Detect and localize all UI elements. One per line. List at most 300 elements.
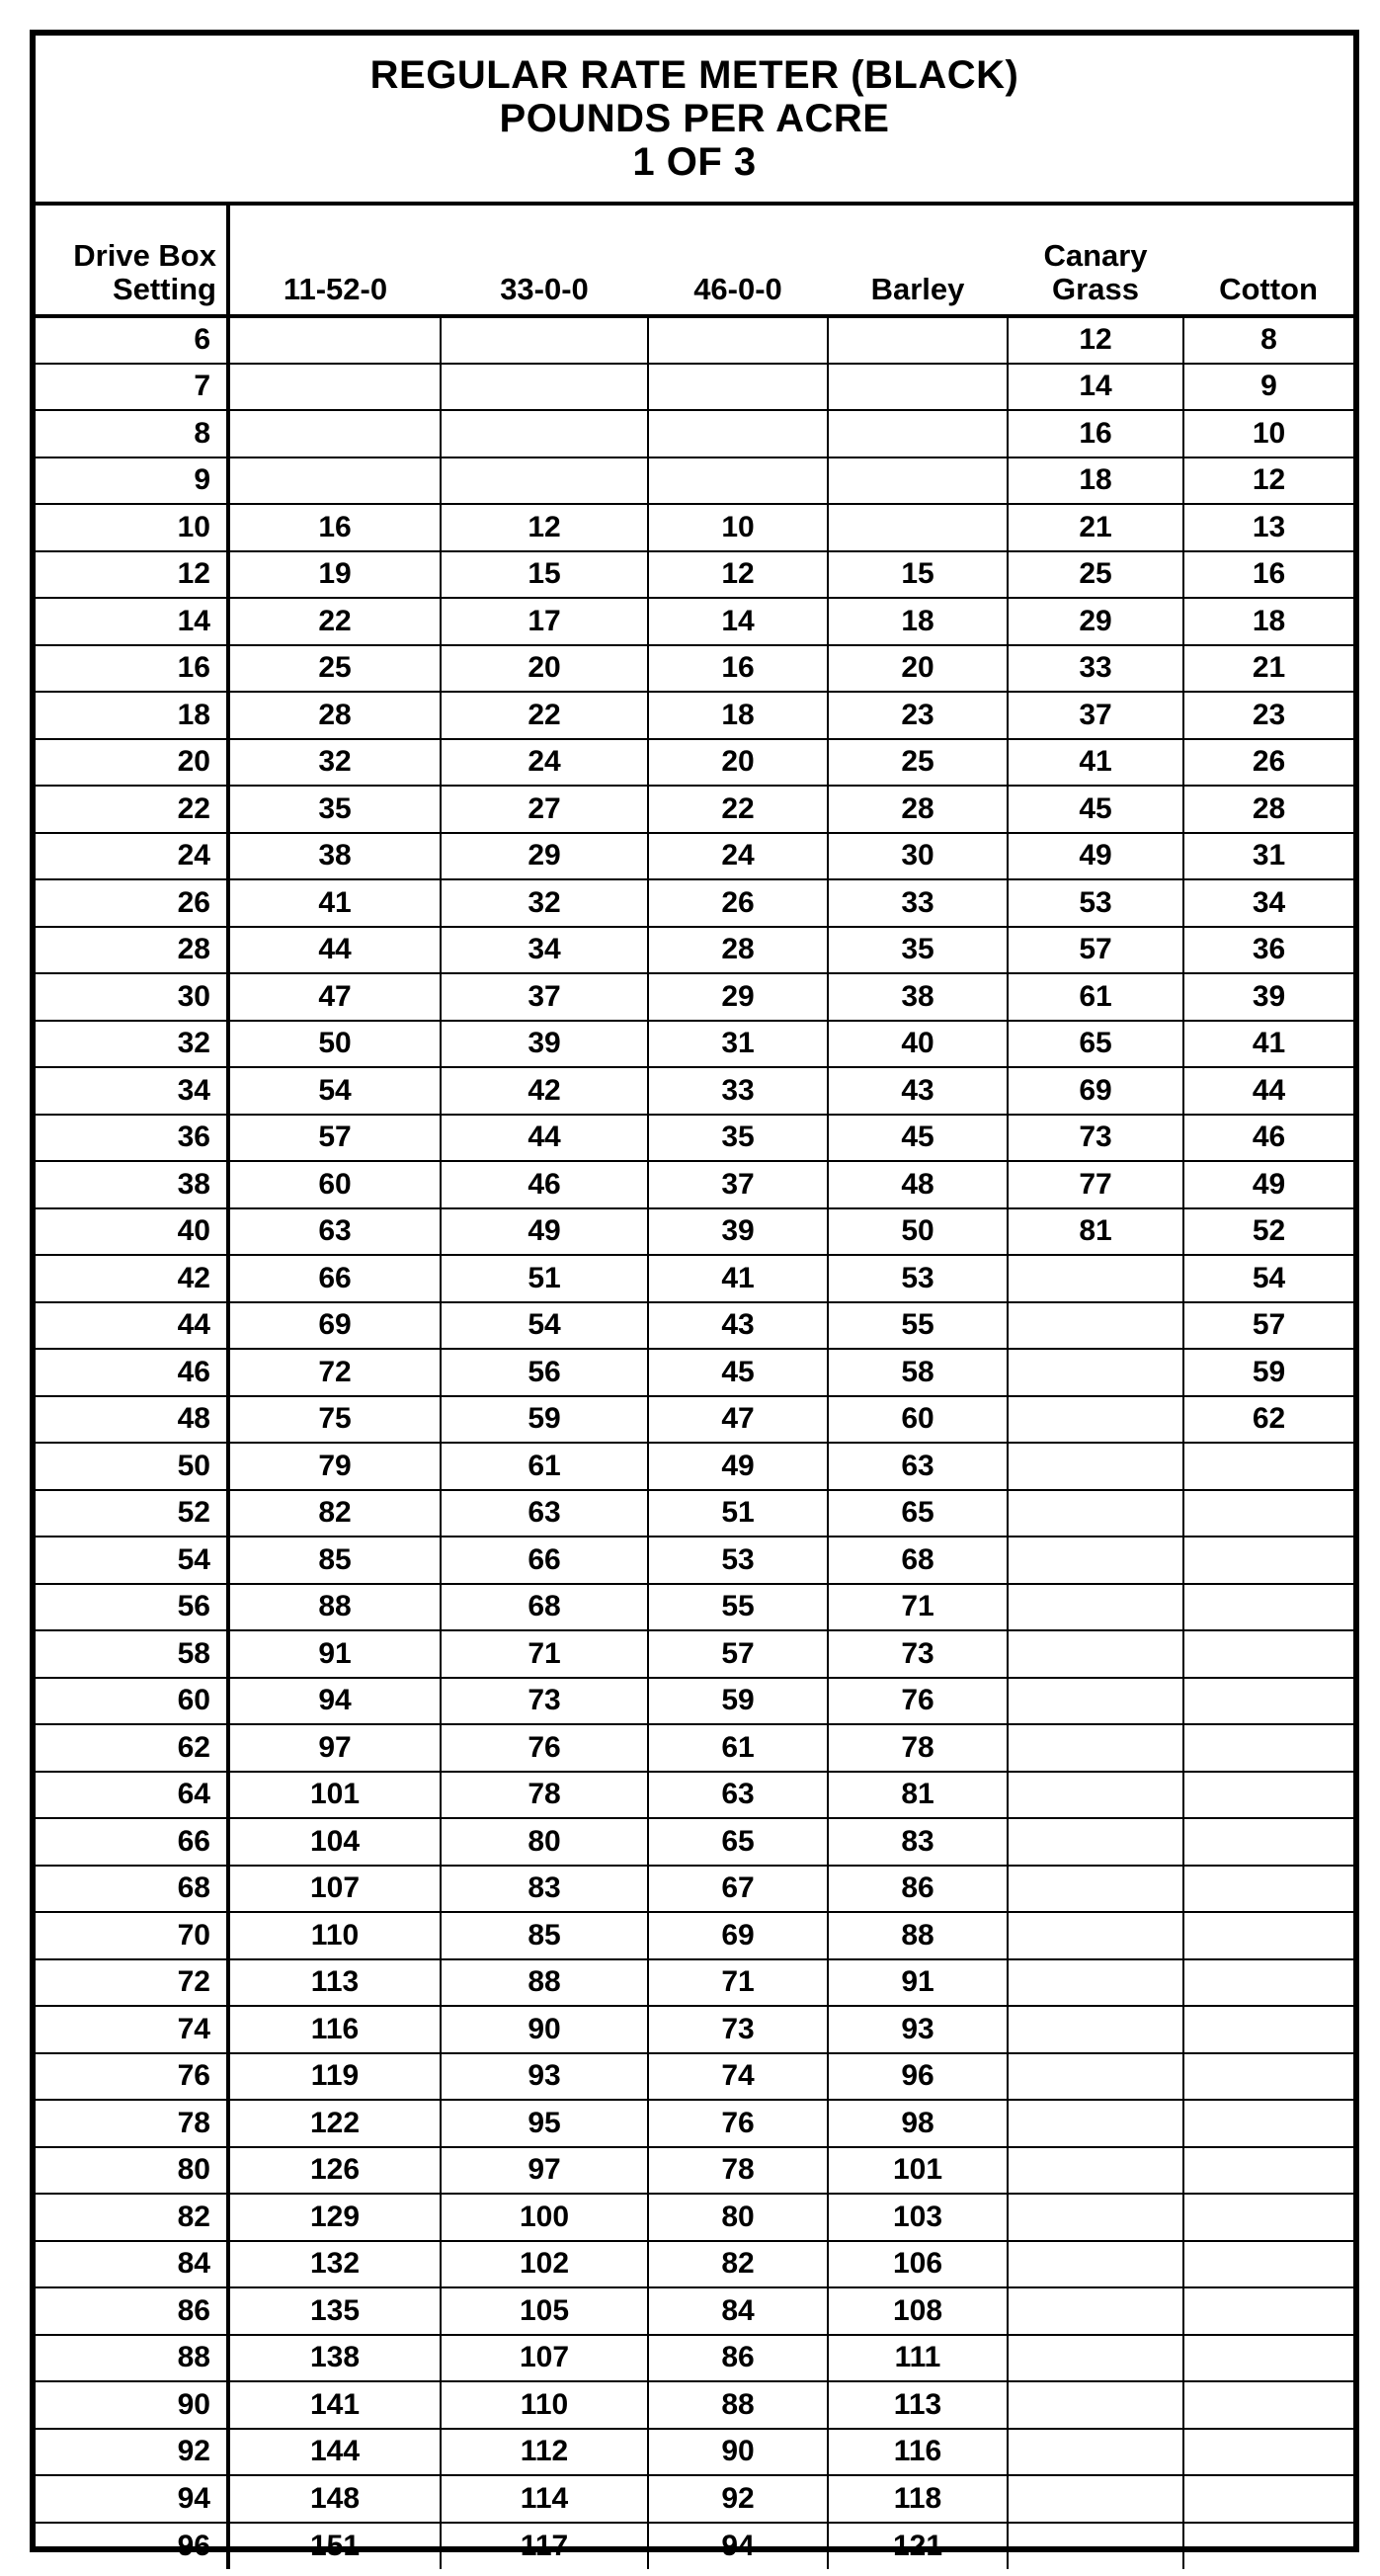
rate-cell: 12 xyxy=(1183,457,1353,505)
rate-cell: 25 xyxy=(828,739,1008,787)
rate-cell xyxy=(228,364,441,411)
rate-cell xyxy=(1008,2147,1183,2195)
rate-cell: 51 xyxy=(441,1255,648,1302)
rate-cell: 47 xyxy=(228,973,441,1021)
rate-cell: 144 xyxy=(228,2429,441,2476)
rate-cell xyxy=(441,457,648,505)
rate-cell: 28 xyxy=(228,692,441,739)
rate-cell: 38 xyxy=(828,973,1008,1021)
rate-cell: 63 xyxy=(441,1490,648,1537)
rate-cell: 49 xyxy=(648,1443,828,1490)
rate-cell: 93 xyxy=(441,2053,648,2101)
rate-cell: 59 xyxy=(1183,1349,1353,1396)
header-label-line: Canary xyxy=(1043,238,1148,273)
rate-cell: 18 xyxy=(648,692,828,739)
rate-cell: 33 xyxy=(1008,645,1183,693)
rate-cell xyxy=(441,364,648,411)
rate-cell: 67 xyxy=(648,1866,828,1913)
rate-cell xyxy=(1008,2381,1183,2429)
table-row xyxy=(36,1584,1353,1631)
rate-cell: 76 xyxy=(828,1678,1008,1725)
rate-cell: 71 xyxy=(441,1630,648,1678)
rate-cell xyxy=(1183,2287,1353,2335)
rate-cell: 31 xyxy=(648,1021,828,1068)
title-line-2: POUNDS PER ACRE xyxy=(499,97,890,140)
rate-cell: 18 xyxy=(828,598,1008,645)
rate-cell: 95 xyxy=(441,2100,648,2147)
rate-cell: 80 xyxy=(441,1818,648,1866)
rate-cell: 135 xyxy=(228,2287,441,2335)
rate-cell: 50 xyxy=(828,1208,1008,1256)
rate-cell: 84 xyxy=(648,2287,828,2335)
rate-cell: 45 xyxy=(1008,786,1183,833)
rate-cell xyxy=(1008,1959,1183,2007)
rate-cell: 26 xyxy=(1183,739,1353,787)
table-row xyxy=(36,1490,1353,1537)
rate-cell xyxy=(1008,1584,1183,1631)
table-row xyxy=(36,1255,1353,1302)
table-row xyxy=(36,551,1353,599)
rate-cell xyxy=(1183,2523,1353,2570)
rate-cell: 22 xyxy=(441,692,648,739)
rate-cell: 88 xyxy=(648,2381,828,2429)
drive-box-setting-cell: 76 xyxy=(36,2053,228,2101)
rate-cell: 42 xyxy=(441,1067,648,1115)
rate-cell: 30 xyxy=(828,833,1008,880)
header-label-line: Barley xyxy=(870,272,965,306)
drive-box-setting-cell: 90 xyxy=(36,2381,228,2429)
rate-cell: 24 xyxy=(441,739,648,787)
rate-cell: 61 xyxy=(648,1724,828,1772)
rate-cell: 33 xyxy=(648,1067,828,1115)
drive-box-setting-cell: 16 xyxy=(36,645,228,693)
rate-cell: 20 xyxy=(828,645,1008,693)
rate-cell: 116 xyxy=(828,2429,1008,2476)
rate-cell xyxy=(828,504,1008,551)
rate-cell: 75 xyxy=(228,1396,441,1444)
drive-box-setting-cell: 66 xyxy=(36,1818,228,1866)
rate-cell: 91 xyxy=(828,1959,1008,2007)
rate-cell: 54 xyxy=(1183,1255,1353,1302)
drive-box-setting-cell: 70 xyxy=(36,1912,228,1959)
rate-cell: 108 xyxy=(828,2287,1008,2335)
rate-cell: 63 xyxy=(228,1208,441,1256)
rate-cell xyxy=(1183,2475,1353,2523)
rate-cell: 94 xyxy=(648,2523,828,2570)
rate-cell: 56 xyxy=(441,1349,648,1396)
rate-cell xyxy=(1183,1959,1353,2007)
rate-cell: 55 xyxy=(828,1302,1008,1350)
table-row xyxy=(36,316,1353,364)
rate-cell: 44 xyxy=(441,1115,648,1162)
header-drive-box-setting xyxy=(36,206,228,316)
rate-cell: 141 xyxy=(228,2381,441,2429)
rate-cell xyxy=(1008,1866,1183,1913)
table-header-row xyxy=(36,206,1353,316)
table-row xyxy=(36,410,1353,457)
drive-box-setting-cell: 7 xyxy=(36,364,228,411)
rate-cell: 20 xyxy=(648,739,828,787)
rate-cell xyxy=(1008,1912,1183,1959)
table-row xyxy=(36,1772,1353,1819)
rate-cell: 32 xyxy=(441,879,648,927)
rate-cell: 110 xyxy=(441,2381,648,2429)
drive-box-setting-cell: 18 xyxy=(36,692,228,739)
rate-cell: 106 xyxy=(828,2241,1008,2288)
table-row xyxy=(36,833,1353,880)
rate-cell: 28 xyxy=(648,927,828,974)
rate-cell: 65 xyxy=(828,1490,1008,1537)
rate-cell: 62 xyxy=(1183,1396,1353,1444)
rate-cell: 46 xyxy=(441,1161,648,1208)
rate-cell: 73 xyxy=(648,2006,828,2053)
rate-cell xyxy=(1008,2053,1183,2101)
rate-cell: 88 xyxy=(228,1584,441,1631)
rate-cell: 14 xyxy=(648,598,828,645)
rate-cell xyxy=(828,364,1008,411)
rate-cell: 21 xyxy=(1008,504,1183,551)
table-row xyxy=(36,1161,1353,1208)
drive-box-setting-cell: 26 xyxy=(36,879,228,927)
rate-cell xyxy=(1183,2194,1353,2241)
table-row xyxy=(36,1537,1353,1584)
rate-cell: 22 xyxy=(648,786,828,833)
drive-box-setting-cell: 84 xyxy=(36,2241,228,2288)
rate-cell xyxy=(1183,2147,1353,2195)
rate-cell: 96 xyxy=(828,2053,1008,2101)
chart-title xyxy=(36,36,1353,206)
rate-cell: 101 xyxy=(228,1772,441,1819)
rate-cell: 116 xyxy=(228,2006,441,2053)
rate-cell: 41 xyxy=(228,879,441,927)
drive-box-setting-cell: 24 xyxy=(36,833,228,880)
rate-cell: 28 xyxy=(828,786,1008,833)
rate-cell: 74 xyxy=(648,2053,828,2101)
drive-box-setting-cell: 92 xyxy=(36,2429,228,2476)
rate-cell: 69 xyxy=(228,1302,441,1350)
table-row xyxy=(36,364,1353,411)
rate-cell: 88 xyxy=(828,1912,1008,1959)
drive-box-setting-cell: 74 xyxy=(36,2006,228,2053)
rate-cell xyxy=(1008,2335,1183,2382)
rate-cell xyxy=(1183,2335,1353,2382)
rate-cell: 114 xyxy=(441,2475,648,2523)
rate-cell xyxy=(648,364,828,411)
rate-cell: 113 xyxy=(828,2381,1008,2429)
rate-cell: 100 xyxy=(441,2194,648,2241)
rate-cell: 118 xyxy=(828,2475,1008,2523)
rate-cell: 129 xyxy=(228,2194,441,2241)
rate-cell: 36 xyxy=(1183,927,1353,974)
rate-cell xyxy=(1008,2100,1183,2147)
rate-cell: 78 xyxy=(441,1772,648,1819)
rate-cell: 79 xyxy=(228,1443,441,1490)
rate-cell: 61 xyxy=(1008,973,1183,1021)
rate-cell: 34 xyxy=(441,927,648,974)
rate-cell xyxy=(1183,1772,1353,1819)
rate-cell: 35 xyxy=(648,1115,828,1162)
rate-cell: 61 xyxy=(441,1443,648,1490)
rate-cell: 41 xyxy=(1008,739,1183,787)
rate-cell: 86 xyxy=(648,2335,828,2382)
drive-box-setting-cell: 68 xyxy=(36,1866,228,1913)
rate-cell: 31 xyxy=(1183,833,1353,880)
table-row xyxy=(36,1349,1353,1396)
rate-cell: 103 xyxy=(828,2194,1008,2241)
drive-box-setting-cell: 34 xyxy=(36,1067,228,1115)
rate-cell: 58 xyxy=(828,1349,1008,1396)
rate-cell: 57 xyxy=(1183,1302,1353,1350)
rate-cell: 9 xyxy=(1183,364,1353,411)
rate-cell: 21 xyxy=(1183,645,1353,693)
drive-box-setting-cell: 8 xyxy=(36,410,228,457)
drive-box-setting-cell: 62 xyxy=(36,1724,228,1772)
rate-cell: 16 xyxy=(1183,551,1353,599)
table-row xyxy=(36,2429,1353,2476)
header-label-line: Cotton xyxy=(1219,272,1318,306)
drive-box-setting-cell: 14 xyxy=(36,598,228,645)
rate-cell: 16 xyxy=(228,504,441,551)
table-row xyxy=(36,2475,1353,2523)
rate-cell: 57 xyxy=(648,1630,828,1678)
rate-cell: 45 xyxy=(648,1349,828,1396)
rate-cell: 44 xyxy=(228,927,441,974)
table-row xyxy=(36,2100,1353,2147)
rate-cell: 88 xyxy=(441,1959,648,2007)
rate-cell: 35 xyxy=(828,927,1008,974)
rate-cell: 10 xyxy=(648,504,828,551)
rate-cell: 151 xyxy=(309,2529,361,2562)
table-row xyxy=(36,2006,1353,2053)
header-46-0-0 xyxy=(648,206,828,316)
rate-cell: 60 xyxy=(828,1396,1008,1444)
rate-cell: 66 xyxy=(228,1255,441,1302)
rate-cell: 92 xyxy=(648,2475,828,2523)
rate-cell: 59 xyxy=(648,1678,828,1725)
rate-cell xyxy=(1183,2053,1353,2101)
rate-cell: 53 xyxy=(1008,879,1183,927)
rate-cell xyxy=(1008,1396,1183,1444)
drive-box-setting-cell: 50 xyxy=(36,1443,228,1490)
drive-box-setting-cell: 56 xyxy=(36,1584,228,1631)
rate-cell: 59 xyxy=(441,1396,648,1444)
rate-cell: 85 xyxy=(441,1912,648,1959)
rate-cell: 69 xyxy=(1008,1067,1183,1115)
drive-box-setting-cell: 52 xyxy=(36,1490,228,1537)
drive-box-setting-cell: 82 xyxy=(36,2194,228,2241)
rate-cell: 27 xyxy=(441,786,648,833)
table-row xyxy=(36,879,1353,927)
table-row xyxy=(36,2241,1353,2288)
rate-table xyxy=(36,206,1353,2569)
rate-cell: 35 xyxy=(228,786,441,833)
rate-cell: 81 xyxy=(1008,1208,1183,1256)
rate-cell: 37 xyxy=(1008,692,1183,739)
rate-cell: 13 xyxy=(1183,504,1353,551)
rate-cell: 57 xyxy=(1008,927,1183,974)
rate-cell: 111 xyxy=(828,2335,1008,2382)
rate-cell: 39 xyxy=(648,1208,828,1256)
table-row xyxy=(36,1208,1353,1256)
table-row xyxy=(36,1959,1353,2007)
rate-cell: 49 xyxy=(1008,833,1183,880)
table-row xyxy=(36,1678,1353,1725)
rate-cell: 83 xyxy=(828,1818,1008,1866)
table-row xyxy=(36,2381,1353,2429)
rate-cell: 14 xyxy=(1008,364,1183,411)
rate-cell: 19 xyxy=(228,551,441,599)
rate-cell: 45 xyxy=(828,1115,1008,1162)
rate-cell: 80 xyxy=(648,2194,828,2241)
rate-cell xyxy=(1183,1912,1353,1959)
rate-cell xyxy=(1008,1302,1183,1350)
rate-cell xyxy=(1183,1724,1353,1772)
rate-cell: 15 xyxy=(441,551,648,599)
rate-cell: 66 xyxy=(441,1537,648,1584)
rate-cell xyxy=(1008,2194,1183,2241)
drive-box-setting-cell: 22 xyxy=(36,786,228,833)
rate-cell: 69 xyxy=(648,1912,828,1959)
rate-cell: 78 xyxy=(648,2147,828,2195)
rate-cell xyxy=(1183,1584,1353,1631)
rate-cell xyxy=(828,457,1008,505)
rate-cell xyxy=(441,410,648,457)
rate-cell: 8 xyxy=(1183,316,1353,364)
rate-cell: 39 xyxy=(441,1021,648,1068)
header-cotton xyxy=(1183,206,1353,316)
rate-cell xyxy=(1008,1678,1183,1725)
table-row xyxy=(36,1866,1353,1913)
rate-cell xyxy=(441,316,648,364)
rate-cell: 46 xyxy=(1183,1115,1353,1162)
rate-cell xyxy=(648,316,828,364)
drive-box-setting-cell: 12 xyxy=(36,551,228,599)
rate-cell: 25 xyxy=(1008,551,1183,599)
header-33-0-0 xyxy=(441,206,648,316)
rate-cell: 57 xyxy=(228,1115,441,1162)
rate-cell: 82 xyxy=(228,1490,441,1537)
drive-box-setting-cell: 28 xyxy=(36,927,228,974)
header-canary-grass xyxy=(1008,206,1183,316)
rate-cell xyxy=(828,316,1008,364)
rate-cell: 113 xyxy=(228,1959,441,2007)
rate-cell: 20 xyxy=(441,645,648,693)
rate-cell: 32 xyxy=(228,739,441,787)
rate-cell xyxy=(1008,1724,1183,1772)
drive-box-setting-cell: 38 xyxy=(36,1161,228,1208)
table-row xyxy=(36,1630,1353,1678)
rate-cell: 107 xyxy=(228,1866,441,1913)
rate-cell xyxy=(1183,1537,1353,1584)
table-row xyxy=(36,1912,1353,1959)
rate-cell: 65 xyxy=(1008,1021,1183,1068)
rate-cell xyxy=(228,316,441,364)
rate-cell: 71 xyxy=(648,1959,828,2007)
rate-cell: 90 xyxy=(441,2006,648,2053)
rate-cell: 121 xyxy=(828,2523,1008,2570)
rate-cell: 25 xyxy=(228,645,441,693)
rate-cell: 117 xyxy=(441,2523,648,2570)
rate-cell xyxy=(1183,1818,1353,1866)
rate-cell xyxy=(1183,1678,1353,1725)
rate-cell: 47 xyxy=(648,1396,828,1444)
drive-box-setting-cell: 30 xyxy=(36,973,228,1021)
table-row xyxy=(36,1115,1353,1162)
rate-cell: 119 xyxy=(228,2053,441,2101)
table-row xyxy=(36,2335,1353,2382)
rate-cell: 126 xyxy=(228,2147,441,2195)
drive-box-setting-cell: 72 xyxy=(36,1959,228,2007)
table-row xyxy=(36,1302,1353,1350)
drive-box-setting-cell: 88 xyxy=(36,2335,228,2382)
rate-cell: 15 xyxy=(828,551,1008,599)
rate-cell xyxy=(1183,2429,1353,2476)
header-label-line: Grass xyxy=(1052,272,1139,306)
table-row xyxy=(36,1021,1353,1068)
rate-cell: 97 xyxy=(441,2147,648,2195)
rate-cell: 12 xyxy=(441,504,648,551)
drive-box-setting-cell: 48 xyxy=(36,1396,228,1444)
rate-cell: 54 xyxy=(228,1067,441,1115)
table-row xyxy=(36,739,1353,787)
rate-cell xyxy=(1008,2006,1183,2053)
rate-cell: 16 xyxy=(1008,410,1183,457)
rate-cell: 51 xyxy=(648,1490,828,1537)
rate-cell xyxy=(1183,2006,1353,2053)
rate-cell: 34 xyxy=(1183,879,1353,927)
rate-cell xyxy=(1008,2287,1183,2335)
rate-cell xyxy=(1008,2241,1183,2288)
rate-cell: 83 xyxy=(441,1866,648,1913)
rate-cell: 102 xyxy=(441,2241,648,2288)
rate-cell: 94 xyxy=(228,1678,441,1725)
title-line-1: REGULAR RATE METER (BLACK) xyxy=(369,53,1019,97)
drive-box-setting-cell: 96 xyxy=(36,2523,228,2570)
rate-cell: 40 xyxy=(828,1021,1008,1068)
title-line-3: 1 OF 3 xyxy=(632,140,757,184)
rate-cell: 86 xyxy=(828,1866,1008,1913)
table-row xyxy=(36,645,1353,693)
rate-cell: 72 xyxy=(228,1349,441,1396)
rate-cell: 82 xyxy=(648,2241,828,2288)
rate-cell: 49 xyxy=(1183,1161,1353,1208)
rate-cell: 29 xyxy=(648,973,828,1021)
table-row xyxy=(36,1396,1353,1444)
rate-cell xyxy=(1008,1772,1183,1819)
drive-box-setting-cell: 40 xyxy=(36,1208,228,1256)
rate-cell: 91 xyxy=(228,1630,441,1678)
rate-cell: 12 xyxy=(1008,316,1183,364)
rate-cell: 29 xyxy=(441,833,648,880)
rate-cell xyxy=(1008,1490,1183,1537)
drive-box-setting-cell: 54 xyxy=(36,1537,228,1584)
rate-cell: 63 xyxy=(828,1443,1008,1490)
rate-cell xyxy=(648,410,828,457)
table-row xyxy=(36,692,1353,739)
table-row xyxy=(36,2523,1353,2570)
drive-box-setting-cell: 36 xyxy=(36,1115,228,1162)
table-row xyxy=(36,1818,1353,1866)
table-row xyxy=(36,2053,1353,2101)
rate-cell: 52 xyxy=(1183,1208,1353,1256)
header-barley xyxy=(828,206,1008,316)
rate-cell: 23 xyxy=(1183,692,1353,739)
rate-cell: 90 xyxy=(648,2429,828,2476)
table-row xyxy=(36,598,1353,645)
rate-cell: 44 xyxy=(1183,1067,1353,1115)
table-row xyxy=(36,786,1353,833)
rate-cell: 60 xyxy=(228,1161,441,1208)
